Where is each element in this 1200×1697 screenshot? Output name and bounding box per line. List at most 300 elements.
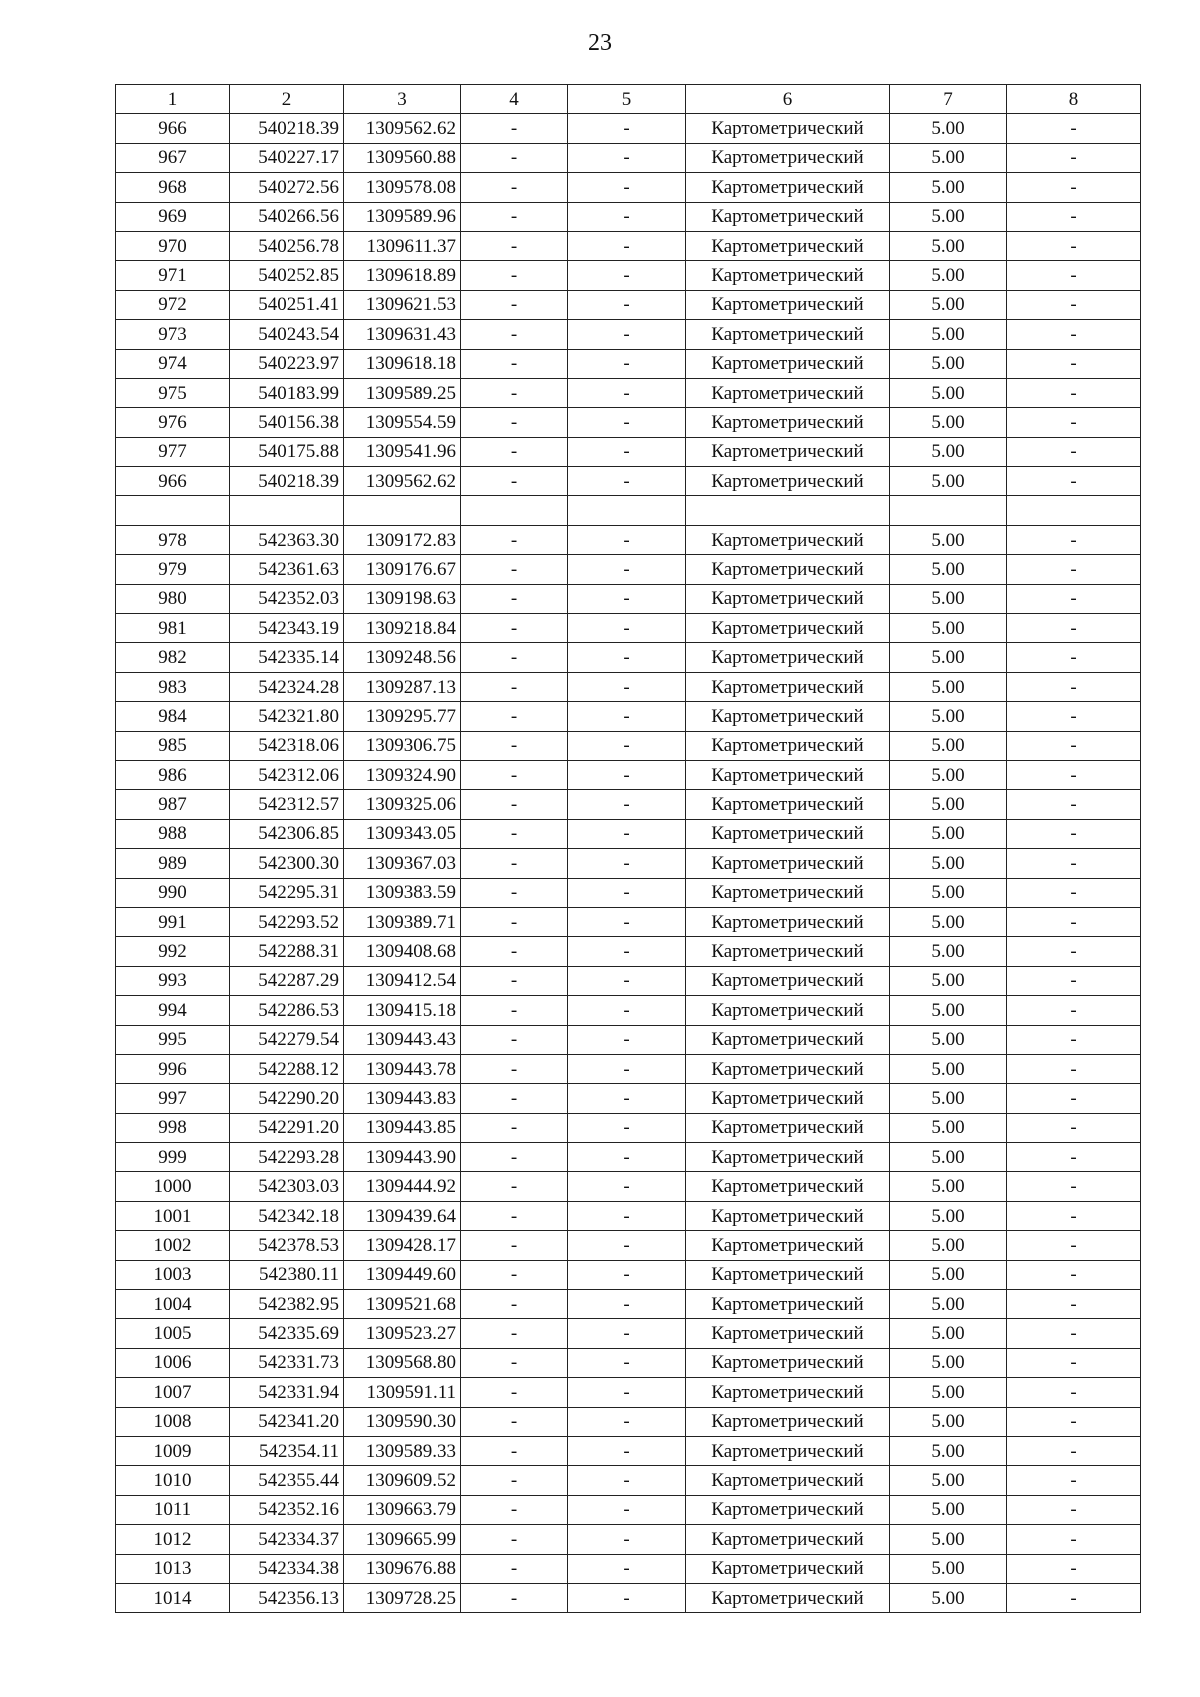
y-coordinate-cell: 1309523.27	[344, 1319, 461, 1348]
col8-cell: -	[1007, 408, 1141, 437]
y-coordinate-cell: 1309676.88	[344, 1554, 461, 1583]
table-row	[116, 437, 1141, 466]
col4-cell: -	[461, 231, 568, 260]
point-number-cell: 984	[116, 702, 230, 731]
col5-cell: -	[568, 996, 686, 1025]
accuracy-cell: 5.00	[890, 1407, 1007, 1436]
col8-cell: -	[1007, 1495, 1141, 1524]
point-number-cell: 979	[116, 555, 230, 584]
col4-cell: -	[461, 1495, 568, 1524]
col8-cell: -	[1007, 1290, 1141, 1319]
col5-cell: -	[568, 173, 686, 202]
table-row	[116, 1113, 1141, 1142]
col4-cell: -	[461, 614, 568, 643]
col5-cell: -	[568, 1436, 686, 1465]
col5-cell: -	[568, 731, 686, 760]
col8-cell: -	[1007, 143, 1141, 172]
header-cell: 5	[568, 85, 686, 114]
x-coordinate-cell: 540251.41	[230, 290, 344, 319]
table-row	[116, 202, 1141, 231]
point-number-cell: 988	[116, 819, 230, 848]
point-number-cell: 1007	[116, 1378, 230, 1407]
method-cell: Картометрический	[686, 1466, 890, 1495]
x-coordinate-cell: 542291.20	[230, 1113, 344, 1142]
point-number-cell: 1004	[116, 1290, 230, 1319]
x-coordinate-cell: 542354.11	[230, 1436, 344, 1465]
method-cell: Картометрический	[686, 1319, 890, 1348]
col8-cell: -	[1007, 1084, 1141, 1113]
y-coordinate-cell: 1309618.89	[344, 261, 461, 290]
method-cell: Картометрический	[686, 437, 890, 466]
x-coordinate-cell: 542334.38	[230, 1554, 344, 1583]
table-row	[116, 143, 1141, 172]
x-coordinate-cell: 540256.78	[230, 231, 344, 260]
col5-cell: -	[568, 320, 686, 349]
header-cell: 2	[230, 85, 344, 114]
x-coordinate-cell: 542361.63	[230, 555, 344, 584]
y-coordinate-cell: 1309306.75	[344, 731, 461, 760]
point-number-cell: 996	[116, 1054, 230, 1083]
col4-cell: -	[461, 1025, 568, 1054]
x-coordinate-cell: 540223.97	[230, 349, 344, 378]
col8-cell: -	[1007, 231, 1141, 260]
x-coordinate-cell: 542356.13	[230, 1583, 344, 1612]
col5-cell: -	[568, 1260, 686, 1289]
method-cell: Картометрический	[686, 408, 890, 437]
method-cell: Картометрический	[686, 555, 890, 584]
point-number-cell: 1012	[116, 1525, 230, 1554]
col4-cell: -	[461, 1084, 568, 1113]
method-cell: Картометрический	[686, 996, 890, 1025]
table-row	[116, 1495, 1141, 1524]
col8-cell: -	[1007, 1054, 1141, 1083]
accuracy-cell: 5.00	[890, 1319, 1007, 1348]
x-coordinate-cell: 542355.44	[230, 1466, 344, 1495]
x-coordinate-cell: 540252.85	[230, 261, 344, 290]
table-row	[116, 1201, 1141, 1230]
col8-cell: -	[1007, 1378, 1141, 1407]
y-coordinate-cell: 1309560.88	[344, 143, 461, 172]
x-coordinate-cell: 542321.80	[230, 702, 344, 731]
col8-cell: -	[1007, 114, 1141, 143]
col8-cell: -	[1007, 320, 1141, 349]
method-cell: Картометрический	[686, 1172, 890, 1201]
accuracy-cell: 5.00	[890, 996, 1007, 1025]
method-cell: Картометрический	[686, 1084, 890, 1113]
y-coordinate-cell: 1309589.96	[344, 202, 461, 231]
col8-cell: -	[1007, 349, 1141, 378]
col4-cell: -	[461, 1054, 568, 1083]
accuracy-cell: 5.00	[890, 1554, 1007, 1583]
col5-cell: -	[568, 1084, 686, 1113]
header-cell: 7	[890, 85, 1007, 114]
accuracy-cell: 5.00	[890, 731, 1007, 760]
method-cell: Картометрический	[686, 878, 890, 907]
table-row	[116, 1319, 1141, 1348]
table-row	[116, 1348, 1141, 1377]
point-number-cell: 1013	[116, 1554, 230, 1583]
y-coordinate-cell: 1309287.13	[344, 672, 461, 701]
y-coordinate-cell: 1309389.71	[344, 907, 461, 936]
col5-cell: -	[568, 1172, 686, 1201]
accuracy-cell: 5.00	[890, 114, 1007, 143]
y-coordinate-cell: 1309415.18	[344, 996, 461, 1025]
col5-cell: -	[568, 760, 686, 789]
col8-cell: -	[1007, 1466, 1141, 1495]
col5-cell: -	[568, 790, 686, 819]
point-number-cell: 1009	[116, 1436, 230, 1465]
table-row	[116, 378, 1141, 407]
col8-cell: -	[1007, 437, 1141, 466]
col5-cell: -	[568, 290, 686, 319]
accuracy-cell: 5.00	[890, 1436, 1007, 1465]
col5-cell: -	[568, 584, 686, 613]
y-coordinate-cell: 1309408.68	[344, 937, 461, 966]
method-cell: Картометрический	[686, 819, 890, 848]
col8-cell: -	[1007, 907, 1141, 936]
col4-cell: -	[461, 966, 568, 995]
col4-cell	[461, 496, 568, 525]
col4-cell: -	[461, 378, 568, 407]
table-row	[116, 614, 1141, 643]
y-coordinate-cell: 1309428.17	[344, 1231, 461, 1260]
col4-cell: -	[461, 760, 568, 789]
header-cell: 6	[686, 85, 890, 114]
x-coordinate-cell: 540218.39	[230, 467, 344, 496]
method-cell: Картометрический	[686, 1025, 890, 1054]
col4-cell: -	[461, 1172, 568, 1201]
col5-cell: -	[568, 1201, 686, 1230]
col5-cell: -	[568, 937, 686, 966]
col5-cell: -	[568, 437, 686, 466]
col8-cell: -	[1007, 1172, 1141, 1201]
col8-cell: -	[1007, 555, 1141, 584]
col4-cell: -	[461, 173, 568, 202]
x-coordinate-cell: 542279.54	[230, 1025, 344, 1054]
col4-cell: -	[461, 643, 568, 672]
x-coordinate-cell: 542335.14	[230, 643, 344, 672]
col4-cell: -	[461, 1290, 568, 1319]
col4-cell: -	[461, 584, 568, 613]
method-cell: Картометрический	[686, 349, 890, 378]
method-cell: Картометрический	[686, 849, 890, 878]
table-row	[116, 261, 1141, 290]
method-cell: Картометрический	[686, 643, 890, 672]
coordinates-table	[115, 84, 1141, 1613]
method-cell: Картометрический	[686, 1378, 890, 1407]
page-number: 23	[588, 30, 612, 56]
y-coordinate-cell: 1309443.85	[344, 1113, 461, 1142]
table-row	[116, 114, 1141, 143]
method-cell: Картометрический	[686, 1260, 890, 1289]
col4-cell: -	[461, 1554, 568, 1583]
accuracy-cell: 5.00	[890, 1348, 1007, 1377]
method-cell: Картометрический	[686, 290, 890, 319]
table-row	[116, 1466, 1141, 1495]
col4-cell: -	[461, 320, 568, 349]
point-number-cell	[116, 496, 230, 525]
accuracy-cell: 5.00	[890, 643, 1007, 672]
method-cell: Картометрический	[686, 114, 890, 143]
col5-cell: -	[568, 202, 686, 231]
point-number-cell: 970	[116, 231, 230, 260]
col5-cell: -	[568, 1407, 686, 1436]
accuracy-cell: 5.00	[890, 555, 1007, 584]
y-coordinate-cell: 1309589.33	[344, 1436, 461, 1465]
col4-cell: -	[461, 672, 568, 701]
col8-cell: -	[1007, 819, 1141, 848]
col5-cell: -	[568, 114, 686, 143]
col8-cell: -	[1007, 996, 1141, 1025]
y-coordinate-cell: 1309443.78	[344, 1054, 461, 1083]
col4-cell: -	[461, 1583, 568, 1612]
col4-cell: -	[461, 1319, 568, 1348]
table-row	[116, 702, 1141, 731]
col8-cell: -	[1007, 1525, 1141, 1554]
table-row	[116, 1290, 1141, 1319]
col4-cell: -	[461, 1348, 568, 1377]
accuracy-cell: 5.00	[890, 320, 1007, 349]
x-coordinate-cell: 542303.03	[230, 1172, 344, 1201]
point-number-cell: 1014	[116, 1583, 230, 1612]
accuracy-cell	[890, 496, 1007, 525]
col5-cell: -	[568, 261, 686, 290]
col8-cell: -	[1007, 702, 1141, 731]
col8-cell	[1007, 496, 1141, 525]
point-number-cell: 994	[116, 996, 230, 1025]
x-coordinate-cell: 540266.56	[230, 202, 344, 231]
col5-cell: -	[568, 525, 686, 554]
method-cell: Картометрический	[686, 202, 890, 231]
x-coordinate-cell: 540272.56	[230, 173, 344, 202]
x-coordinate-cell: 542293.28	[230, 1143, 344, 1172]
col4-cell: -	[461, 1143, 568, 1172]
x-coordinate-cell: 540175.88	[230, 437, 344, 466]
col5-cell: -	[568, 878, 686, 907]
table-header-row	[116, 85, 1141, 114]
point-number-cell: 998	[116, 1113, 230, 1142]
col8-cell: -	[1007, 966, 1141, 995]
y-coordinate-cell: 1309631.43	[344, 320, 461, 349]
accuracy-cell: 5.00	[890, 1201, 1007, 1230]
y-coordinate-cell: 1309176.67	[344, 555, 461, 584]
col5-cell: -	[568, 1348, 686, 1377]
col4-cell: -	[461, 996, 568, 1025]
accuracy-cell: 5.00	[890, 702, 1007, 731]
accuracy-cell: 5.00	[890, 349, 1007, 378]
point-number-cell: 1008	[116, 1407, 230, 1436]
col4-cell: -	[461, 1407, 568, 1436]
accuracy-cell: 5.00	[890, 1525, 1007, 1554]
x-coordinate-cell: 542334.37	[230, 1525, 344, 1554]
method-cell: Картометрический	[686, 173, 890, 202]
method-cell: Картометрический	[686, 1554, 890, 1583]
accuracy-cell: 5.00	[890, 966, 1007, 995]
y-coordinate-cell: 1309324.90	[344, 760, 461, 789]
method-cell: Картометрический	[686, 143, 890, 172]
col4-cell: -	[461, 1201, 568, 1230]
accuracy-cell: 5.00	[890, 290, 1007, 319]
y-coordinate-cell: 1309172.83	[344, 525, 461, 554]
x-coordinate-cell: 542380.11	[230, 1260, 344, 1289]
col4-cell: -	[461, 1378, 568, 1407]
method-cell: Картометрический	[686, 907, 890, 936]
x-coordinate-cell: 542382.95	[230, 1290, 344, 1319]
accuracy-cell: 5.00	[890, 261, 1007, 290]
col4-cell: -	[461, 290, 568, 319]
x-coordinate-cell: 542288.12	[230, 1054, 344, 1083]
method-cell: Картометрический	[686, 731, 890, 760]
table-row	[116, 320, 1141, 349]
table-row	[116, 907, 1141, 936]
x-coordinate-cell: 542331.94	[230, 1378, 344, 1407]
col8-cell: -	[1007, 1554, 1141, 1583]
method-cell: Картометрический	[686, 1525, 890, 1554]
col5-cell: -	[568, 1231, 686, 1260]
col8-cell: -	[1007, 1348, 1141, 1377]
col8-cell: -	[1007, 790, 1141, 819]
method-cell: Картометрический	[686, 261, 890, 290]
method-cell	[686, 496, 890, 525]
col8-cell: -	[1007, 290, 1141, 319]
y-coordinate-cell: 1309554.59	[344, 408, 461, 437]
col4-cell: -	[461, 1436, 568, 1465]
x-coordinate-cell: 542324.28	[230, 672, 344, 701]
accuracy-cell: 5.00	[890, 1113, 1007, 1142]
y-coordinate-cell: 1309665.99	[344, 1525, 461, 1554]
y-coordinate-cell: 1309728.25	[344, 1583, 461, 1612]
col8-cell: -	[1007, 1143, 1141, 1172]
x-coordinate-cell: 542286.53	[230, 996, 344, 1025]
col4-cell: -	[461, 143, 568, 172]
y-coordinate-cell: 1309443.43	[344, 1025, 461, 1054]
col4-cell: -	[461, 261, 568, 290]
col4-cell: -	[461, 819, 568, 848]
y-coordinate-cell: 1309443.90	[344, 1143, 461, 1172]
col4-cell: -	[461, 1231, 568, 1260]
col5-cell	[568, 496, 686, 525]
accuracy-cell: 5.00	[890, 231, 1007, 260]
col5-cell: -	[568, 143, 686, 172]
y-coordinate-cell: 1309343.05	[344, 819, 461, 848]
col4-cell: -	[461, 849, 568, 878]
y-coordinate-cell: 1309618.18	[344, 349, 461, 378]
col4-cell: -	[461, 878, 568, 907]
table-row	[116, 996, 1141, 1025]
accuracy-cell: 5.00	[890, 819, 1007, 848]
point-number-cell: 971	[116, 261, 230, 290]
method-cell: Картометрический	[686, 966, 890, 995]
col8-cell: -	[1007, 760, 1141, 789]
header-cell: 1	[116, 85, 230, 114]
col5-cell: -	[568, 907, 686, 936]
y-coordinate-cell: 1309521.68	[344, 1290, 461, 1319]
accuracy-cell: 5.00	[890, 849, 1007, 878]
col4-cell: -	[461, 1525, 568, 1554]
y-coordinate-cell: 1309439.64	[344, 1201, 461, 1230]
accuracy-cell: 5.00	[890, 1084, 1007, 1113]
accuracy-cell: 5.00	[890, 1143, 1007, 1172]
col5-cell: -	[568, 467, 686, 496]
x-coordinate-cell: 542343.19	[230, 614, 344, 643]
x-coordinate-cell: 540227.17	[230, 143, 344, 172]
accuracy-cell: 5.00	[890, 1290, 1007, 1319]
col5-cell: -	[568, 1378, 686, 1407]
point-number-cell: 985	[116, 731, 230, 760]
accuracy-cell: 5.00	[890, 907, 1007, 936]
point-number-cell: 976	[116, 408, 230, 437]
point-number-cell: 1010	[116, 1466, 230, 1495]
x-coordinate-cell: 542287.29	[230, 966, 344, 995]
x-coordinate-cell: 542335.69	[230, 1319, 344, 1348]
col4-cell: -	[461, 202, 568, 231]
col4-cell: -	[461, 1113, 568, 1142]
col5-cell: -	[568, 1525, 686, 1554]
x-coordinate-cell: 542378.53	[230, 1231, 344, 1260]
accuracy-cell: 5.00	[890, 202, 1007, 231]
accuracy-cell: 5.00	[890, 1231, 1007, 1260]
method-cell: Картометрический	[686, 614, 890, 643]
point-number-cell: 967	[116, 143, 230, 172]
col8-cell: -	[1007, 1436, 1141, 1465]
method-cell: Картометрический	[686, 320, 890, 349]
accuracy-cell: 5.00	[890, 878, 1007, 907]
point-number-cell: 1000	[116, 1172, 230, 1201]
table-row	[116, 1084, 1141, 1113]
col8-cell: -	[1007, 1201, 1141, 1230]
table-row	[116, 1260, 1141, 1289]
col4-cell: -	[461, 1260, 568, 1289]
col8-cell: -	[1007, 878, 1141, 907]
accuracy-cell: 5.00	[890, 672, 1007, 701]
table-row	[116, 672, 1141, 701]
col8-cell: -	[1007, 614, 1141, 643]
x-coordinate-cell: 542306.85	[230, 819, 344, 848]
col5-cell: -	[568, 1025, 686, 1054]
accuracy-cell: 5.00	[890, 378, 1007, 407]
point-number-cell: 966	[116, 114, 230, 143]
accuracy-cell: 5.00	[890, 1466, 1007, 1495]
x-coordinate-cell: 542331.73	[230, 1348, 344, 1377]
col5-cell: -	[568, 1113, 686, 1142]
col5-cell: -	[568, 1495, 686, 1524]
accuracy-cell: 5.00	[890, 1260, 1007, 1289]
method-cell: Картометрический	[686, 937, 890, 966]
method-cell: Картометрический	[686, 467, 890, 496]
col4-cell: -	[461, 437, 568, 466]
y-coordinate-cell: 1309589.25	[344, 378, 461, 407]
header-cell: 8	[1007, 85, 1141, 114]
accuracy-cell: 5.00	[890, 143, 1007, 172]
col5-cell: -	[568, 1583, 686, 1612]
col5-cell: -	[568, 614, 686, 643]
table-row	[116, 790, 1141, 819]
accuracy-cell: 5.00	[890, 614, 1007, 643]
point-number-cell: 990	[116, 878, 230, 907]
method-cell: Картометрический	[686, 1436, 890, 1465]
y-coordinate-cell: 1309578.08	[344, 173, 461, 202]
method-cell: Картометрический	[686, 584, 890, 613]
col5-cell: -	[568, 672, 686, 701]
col5-cell: -	[568, 1319, 686, 1348]
y-coordinate-cell: 1309367.03	[344, 849, 461, 878]
table-row	[116, 760, 1141, 789]
col5-cell: -	[568, 1143, 686, 1172]
col5-cell: -	[568, 819, 686, 848]
col8-cell: -	[1007, 173, 1141, 202]
col4-cell: -	[461, 555, 568, 584]
y-coordinate-cell: 1309248.56	[344, 643, 461, 672]
